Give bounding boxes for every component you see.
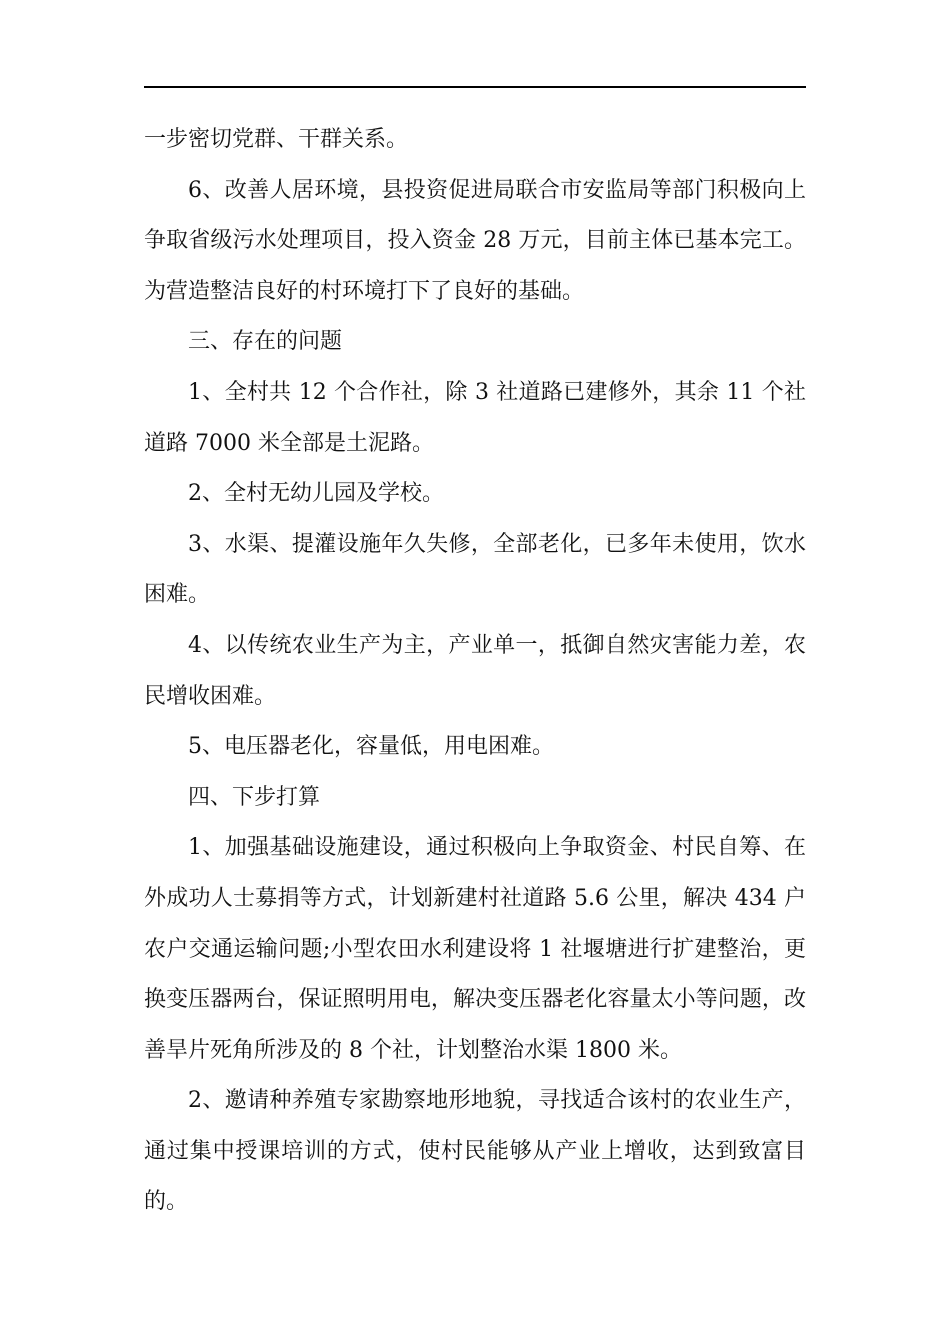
header-rule xyxy=(144,86,806,88)
paragraph-problem-5: 5、电压器老化，容量低，用电困难。 xyxy=(188,734,554,760)
paragraph-problem-2: 2、全村无幼儿园及学校。 xyxy=(188,481,444,507)
section-heading-next-steps: 四、下步打算 xyxy=(188,784,321,810)
paragraph-plan-1: 1、加强基础设施建设，通过积极向上争取资金、村民自筹、在外成功人士募捐等方式，计划新建村社道路 5.6 公里，解决 434 户农户交通运输问题;小型农田水利建设将 1 社堰塘进行扩建整治，更换变压器两台，保证照明用电，解决变压器老化容量太小等问题，改善旱片死角所涉及的 8 个社，计划整治水渠 1800 米。 xyxy=(144,835,806,1063)
document-body xyxy=(144,115,806,1228)
paragraph-problem-4: 4、以传统农业生产为主，产业单一，抵御自然灾害能力差，农民增收困难。 xyxy=(144,632,806,709)
paragraph-item-6: 6、改善人居环境，县投资促进局联合市安监局等部门积极向上争取省级污水处理项目，投入资金 28 万元，目前主体已基本完工。为营造整洁良好的村环境打下了良好的基础。 xyxy=(144,177,806,304)
paragraph-problem-1: 1、全村共 12 个合作社，除 3 社道路已建修外，其余 11 个社道路 7000 米全部是土泥路。 xyxy=(144,379,806,456)
section-heading-problems: 三、存在的问题 xyxy=(188,329,343,355)
paragraph-continuation: 一步密切党群、干群关系。 xyxy=(144,127,409,152)
paragraph-plan-2: 2、邀请种养殖专家勘察地形地貌，寻找适合该村的农业生产，通过集中授课培训的方式，使村民能够从产业上增收，达到致富目的。 xyxy=(144,1088,806,1215)
paragraph-problem-3: 3、水渠、提灌设施年久失修，全部老化，已多年未使用，饮水困难。 xyxy=(144,531,806,608)
